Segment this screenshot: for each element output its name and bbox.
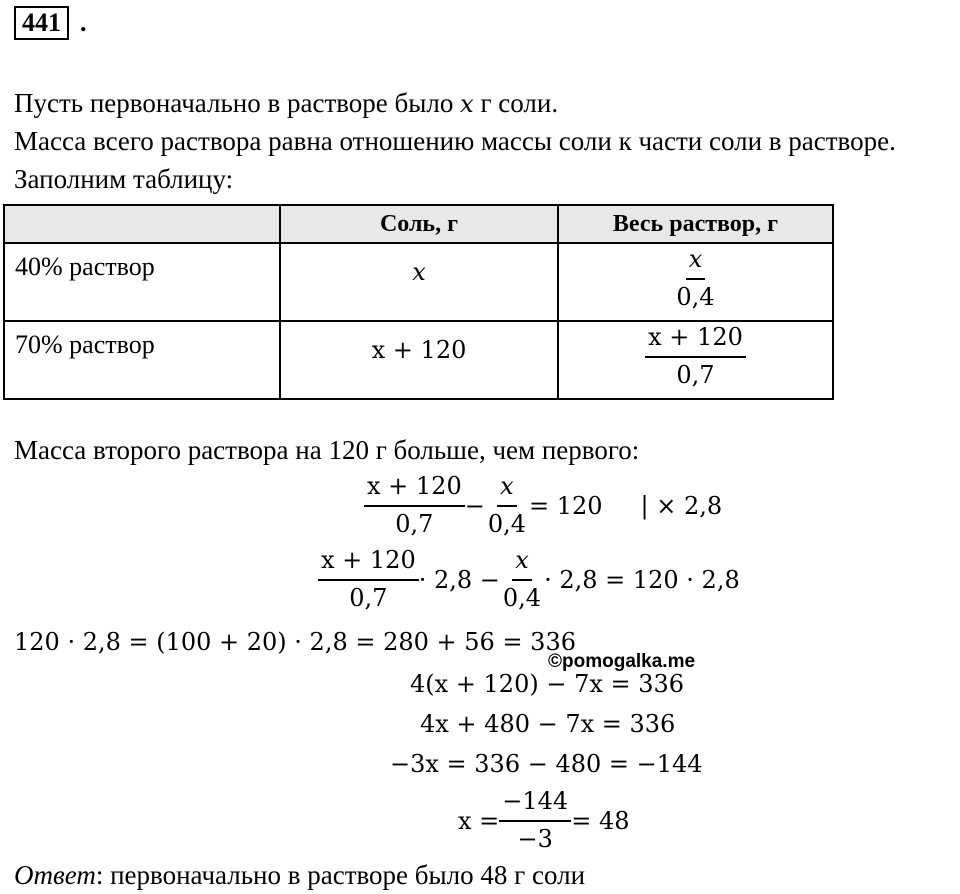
fraction-numerator: x (512, 547, 532, 581)
table-row (4, 321, 833, 399)
equation-6: −3x = 336 − 480 = −144 (390, 750, 703, 778)
table-header-salt: Соль, г (280, 205, 558, 243)
multiplier-note: | × 2,8 (640, 491, 723, 520)
row-label: 70% раствор (4, 321, 280, 399)
equation-2 (318, 547, 740, 612)
problem-number: 441 (14, 6, 69, 40)
row-whole-cell (558, 321, 833, 399)
fraction-numerator: x + 120 (364, 473, 465, 507)
answer-text: : первоначально в растворе было 48 г соли (95, 860, 586, 890)
fraction-denominator: 0,4 (676, 282, 715, 311)
fraction-denominator: 0,7 (349, 583, 388, 612)
equation-1 (364, 473, 722, 538)
equation-4: 4(x + 120) − 7x = 336 (410, 670, 685, 698)
intro-line-1-start: Пусть первоначально в растворе было (14, 88, 461, 118)
equation-lhs: x = (458, 806, 500, 835)
equation-7 (458, 788, 629, 853)
intro-line-1-end: г соли. (473, 88, 559, 118)
condition-text: Масса второго раствора на 120 г больше, чем первого: (14, 435, 640, 465)
fraction-denominator: 0,4 (487, 509, 526, 538)
fraction (318, 547, 419, 612)
fraction-numerator: x (497, 473, 517, 507)
fraction (673, 246, 717, 311)
variable-x: x (460, 90, 474, 118)
equation-rhs: · 2,8 = 120 · 2,8 (544, 565, 740, 594)
row-salt-cell (280, 243, 558, 321)
intro-line-2: Масса всего раствора равна отношению массы соли к части соли в растворе. (14, 126, 896, 156)
table-header-row (4, 205, 833, 243)
operator: − (464, 491, 485, 520)
table-header-whole: Весь раствор, г (558, 205, 833, 243)
equation-3: 120 · 2,8 = (100 + 20) · 2,8 = 280 + 56 = 336 (14, 628, 576, 656)
table-row (4, 243, 833, 321)
table-header-empty (4, 205, 280, 243)
equation-rhs: = 48 (571, 806, 630, 835)
fraction-numerator: x (686, 246, 706, 280)
fraction (364, 473, 465, 538)
answer-line (14, 862, 585, 889)
fraction (645, 324, 746, 389)
intro-line-1 (14, 90, 558, 117)
fraction (499, 788, 571, 853)
fraction-denominator: 0,7 (395, 509, 434, 538)
row-salt-cell (280, 321, 558, 399)
fraction-denominator: −3 (517, 824, 553, 853)
intro-line-3: Заполним таблицу: (14, 164, 234, 194)
solution-table (3, 204, 834, 400)
fraction-numerator: −144 (499, 788, 571, 822)
row-salt: x + 120 (371, 336, 467, 364)
fraction-numerator: x + 120 (318, 547, 419, 581)
watermark: ©pomogalka.me (548, 651, 696, 672)
fraction-denominator: 0,7 (676, 360, 715, 389)
equation-5: 4x + 480 − 7x = 336 (420, 710, 676, 738)
row-salt: x (412, 258, 426, 286)
fraction-denominator: 0,4 (502, 583, 542, 612)
fraction-numerator: x + 120 (645, 324, 746, 358)
operator: · 2,8 − (418, 565, 500, 594)
row-label: 40% раствор (4, 243, 280, 321)
answer-label: Ответ (14, 860, 96, 890)
equation-rhs: = 120 (529, 491, 603, 520)
fraction (500, 547, 544, 612)
problem-number-dot: . (80, 8, 87, 37)
row-whole-cell (558, 243, 833, 321)
fraction (485, 473, 529, 538)
